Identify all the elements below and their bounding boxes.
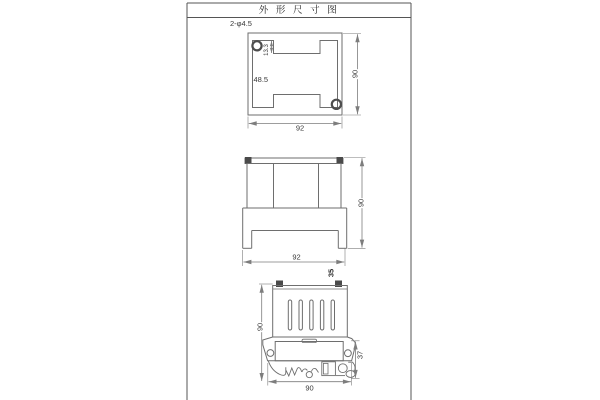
front-view-height-label: 90	[356, 198, 366, 207]
side-view-width-label: 90	[305, 383, 314, 393]
side-screw-left	[276, 281, 283, 288]
sheet-frame	[187, 3, 411, 400]
base-hole-right	[345, 350, 352, 357]
top-view-height-label: 90	[349, 69, 359, 79]
side-view-height-label: 90	[255, 322, 265, 332]
drawing-title: 外 形 尺 寸 图	[258, 5, 340, 16]
base-hole-left	[267, 350, 274, 357]
top-view	[248, 33, 342, 115]
hole-callout-label: 2-φ4.5	[230, 18, 252, 28]
side-screw-right	[335, 281, 342, 288]
front-screw-left	[245, 157, 252, 164]
vent-slots	[288, 300, 334, 330]
top-view-notch-depth-label: 13.3	[263, 43, 270, 56]
front-screw-right	[337, 157, 344, 164]
din-rail-clip	[268, 361, 355, 378]
top-view-width-label: 92	[295, 123, 305, 133]
front-view-width-label: 92	[292, 252, 301, 262]
mount-hole-top-left	[252, 41, 261, 50]
front-view	[243, 157, 347, 248]
top-view-inner-dim-label: 48.5	[253, 75, 269, 84]
side-view	[263, 281, 355, 378]
front-view-depth-label: 35	[326, 268, 336, 277]
side-view-rail-section-label: 37	[355, 350, 365, 359]
